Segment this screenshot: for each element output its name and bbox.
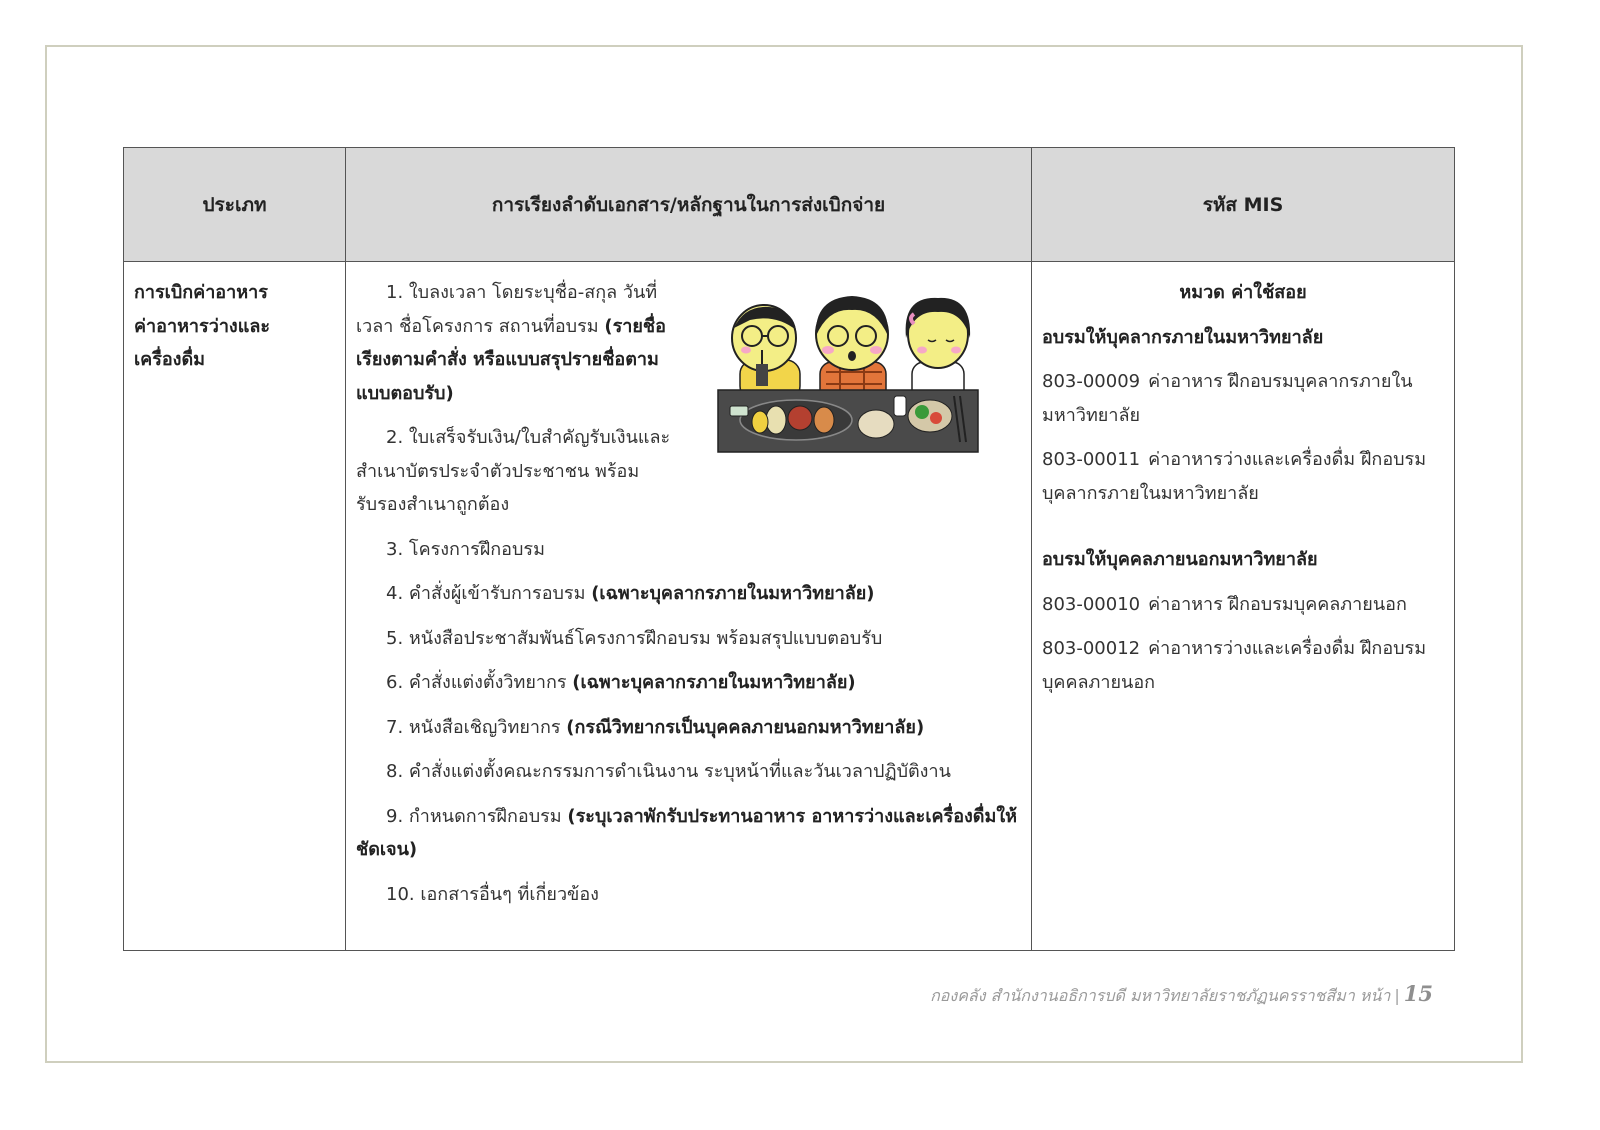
type-line: การเบิกค่าอาหาร [134, 282, 268, 303]
table-row [124, 262, 1455, 951]
docs-item-6: 6. คำสั่งแต่งตั้งวิทยากร (เฉพาะบุคลากรภายในมหาวิทยาลัย) [386, 672, 856, 693]
mis-category: หมวด ค่าใช้สอย [1179, 282, 1307, 303]
footer-text: กองคลัง สำนักงานอธิการบดี มหาวิทยาลัยราชภัฏนครราชสีมา หน้า [930, 986, 1391, 1005]
docs-item-1: 1. ใบลงเวลา โดยระบุชื่อ-สกุล วันที่เวลา ชื่อโครงการ สถานที่อบรม (รายชื่อเรียงตามคำสั่ง หรือแบบสรุปรายชื่อตามแบบตอบรับ) [356, 282, 666, 404]
table-header-row [124, 148, 1455, 262]
type-line: ค่าอาหารว่างและ [134, 315, 271, 337]
page-number: 15 [1403, 981, 1433, 1006]
footer-separator: | [1394, 986, 1400, 1005]
people-eating-illustration [716, 292, 980, 457]
mis-group-title: อบรมให้บุคลากรภายในมหาวิทยาลัย [1042, 326, 1324, 348]
person-left [732, 305, 800, 400]
docs-item-3: 3. โครงการฝึกอบรม [386, 538, 545, 560]
page-footer [930, 981, 1433, 1009]
header-mis: รหัส MIS [1032, 148, 1455, 262]
header-docs: การเรียงลำดับเอกสาร/หลักฐานในการส่งเบิกจ่าย [346, 148, 1032, 262]
type-cell [124, 262, 346, 951]
mis-item: 803-00011 ค่าอาหารว่างและเครื่องดื่ม ฝึกอบรมบุคลากรภายในมหาวิทยาลัย [1042, 449, 1427, 504]
docs-item-10: 10. เอกสารอื่นๆ ที่เกี่ยวข้อง [386, 883, 599, 905]
docs-item-8: 8. คำสั่งแต่งตั้งคณะกรรมการดำเนินงาน ระบุหน้าที่และวันเวลาปฏิบัติงาน [386, 761, 951, 782]
document-table [123, 147, 1455, 951]
docs-item-7: 7. หนังสือเชิญวิทยากร (กรณีวิทยากรเป็นบุคคลภายนอกมหาวิทยาลัย) [386, 716, 925, 738]
docs-cell [346, 262, 1032, 951]
docs-item-2: 2. ใบเสร็จรับเงิน/ใบสำคัญรับเงินและสำเนาบัตรประจำตัวประชาชน พร้อมรับรองสำเนาถูกต้อง [356, 427, 671, 515]
header-type: ประเภท [124, 148, 346, 262]
type-line: เครื่องดื่ม [134, 349, 206, 370]
mis-item: 803-00012 ค่าอาหารว่างและเครื่องดื่ม ฝึกอบรมบุคคลภายนอก [1042, 638, 1427, 693]
docs-item-4: 4. คำสั่งผู้เข้ารับการอบรม (เฉพาะบุคลากรภายในมหาวิทยาลัย) [386, 583, 875, 604]
person-right [906, 298, 971, 404]
docs-item-9: 9. กำหนดการฝึกอบรม (ระบุเวลาพักรับประทานอาหาร อาหารว่างและเครื่องดื่มให้ชัดเจน) [356, 805, 1018, 860]
docs-item-5: 5. หนังสือประชาสัมพันธ์โครงการฝึกอบรม พร้อมสรุปแบบตอบรับ [386, 627, 883, 649]
mis-item: 803-00009 ค่าอาหาร ฝึกอบรมบุคลากรภายในมหาวิทยาลัย [1042, 371, 1413, 426]
mis-group-title: อบรมให้บุคคลภายนอกมหาวิทยาลัย [1042, 549, 1318, 570]
mis-item: 803-00010 ค่าอาหาร ฝึกอบรมบุคคลภายนอก [1042, 593, 1407, 615]
mis-cell [1032, 262, 1455, 951]
